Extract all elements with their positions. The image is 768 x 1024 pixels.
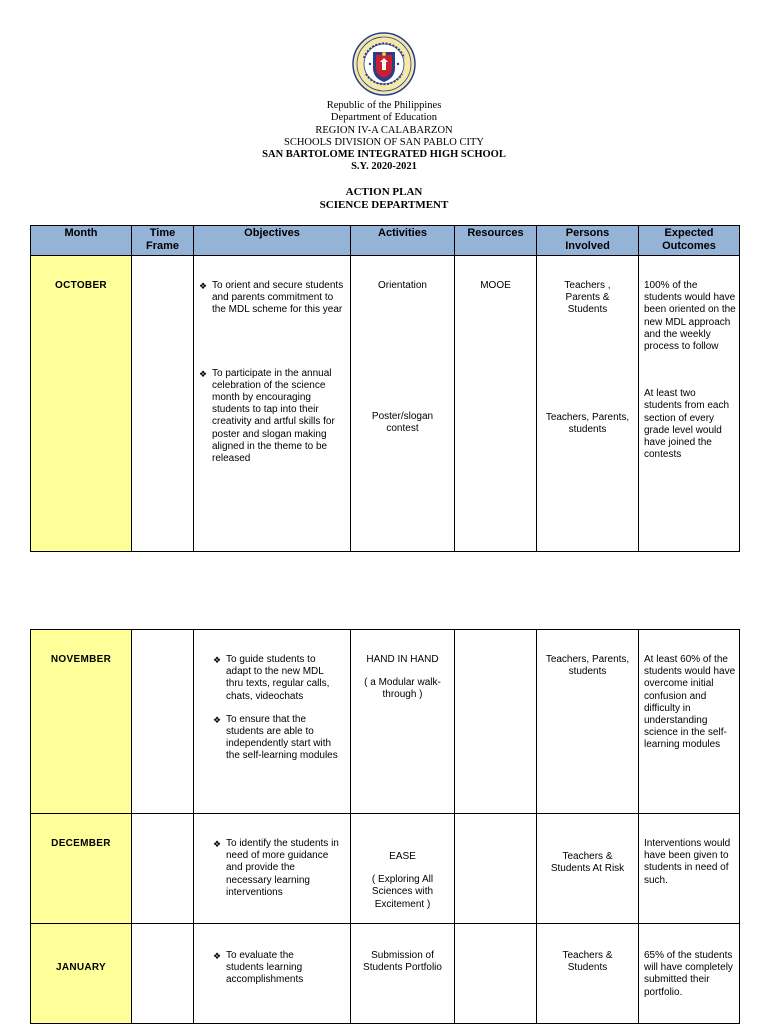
title-action-plan: ACTION PLAN: [345, 186, 423, 198]
table-header-row: [31, 226, 740, 256]
col-persons-involved: Persons Involved: [537, 226, 639, 256]
diamond-bullet-icon: ❖: [213, 839, 222, 849]
outcomes-cell: Interventions would have been given to students in need of such.: [639, 814, 740, 924]
col-month: Month: [31, 226, 132, 256]
time-frame-cell: [132, 630, 194, 814]
activities-cell: Submission of Students Portfolio: [351, 924, 455, 1024]
table-row-january: [31, 924, 740, 1024]
list-item: ❖ To guide students to adapt to the new MDL thru texts, regular calls, chats, videochats: [213, 654, 330, 702]
table-row-december: [31, 814, 740, 924]
diamond-bullet-icon: ❖: [213, 951, 222, 961]
time-frame-cell: [132, 814, 194, 924]
action-plan-table-2: [30, 629, 740, 1024]
diamond-bullet-icon: ❖: [213, 714, 222, 725]
resources-cell: MOOE: [455, 256, 537, 552]
objectives-cell: [194, 814, 351, 924]
col-time-frame: Time Frame: [132, 226, 194, 256]
persons-cell: Teachers , Parents & Students Teachers, Parents, students: [537, 256, 639, 552]
resources-cell: [455, 814, 537, 924]
persons-cell: Teachers & Students At Risk: [537, 814, 639, 924]
action-plan-table-1: [30, 225, 740, 552]
col-activities: Activities: [351, 226, 455, 256]
objectives-cell: [194, 630, 351, 814]
persons-cell: Teachers & Students: [537, 924, 639, 1024]
objectives-cell: [194, 256, 351, 552]
diamond-bullet-icon: ❖: [213, 655, 222, 665]
header-school-year: S.Y. 2020-2021: [351, 161, 417, 173]
diamond-bullet-icon: ❖: [199, 368, 208, 379]
header-region: REGION IV-A CALABARZON: [315, 124, 453, 136]
outcomes-cell: 65% of the students will have completely submitted their portfolio.: [639, 924, 740, 1024]
activities-cell: HAND IN HAND ( a Modular walk-through ): [351, 630, 455, 814]
col-resources: Resources: [455, 226, 537, 256]
list-item: ❖ To orient and secure students and parents commitment to the MDL scheme for this year: [199, 280, 344, 316]
title-department: SCIENCE DEPARTMENT: [319, 199, 449, 211]
time-frame-cell: [132, 256, 194, 552]
header-republic: Republic of the Philippines: [326, 100, 442, 111]
resources-cell: [455, 924, 537, 1024]
activities-cell: EASE ( Exploring All Sciences with Excitement ): [351, 814, 455, 924]
persons-cell: Teachers, Parents, students: [537, 630, 639, 814]
table-row-november: [31, 630, 740, 814]
col-expected-outcomes: Expected Outcomes: [639, 226, 740, 256]
month-cell-november: NOVEMBER: [31, 630, 132, 814]
deped-seal-logo: [352, 32, 416, 96]
list-item: ❖ To evaluate the students learning accomplishments: [213, 950, 304, 986]
outcomes-cell: 100% of the students would have been oriented on the new MDL approach and the weekly process to follow At least two students from each section of every grade level would have joined the contests: [639, 256, 740, 552]
month-cell-december: DECEMBER: [31, 814, 132, 924]
header-school: SAN BARTOLOME INTEGRATED HIGH SCHOOL: [262, 149, 506, 161]
table-row-october: [31, 256, 740, 552]
list-item: ❖ To participate in the annual celebration of the science month by encouraging students to tap into their creativity and artful skills for poster and slogan making aligned in the theme to be released: [199, 367, 335, 465]
activities-cell: Orientation Poster/slogan contest: [351, 256, 455, 552]
document-title: [0, 186, 768, 212]
header-division: SCHOOLS DIVISION OF SAN PABLO CITY: [283, 136, 484, 148]
month-cell-october: OCTOBER: [31, 256, 132, 552]
month-cell-january: JANUARY: [31, 924, 132, 1024]
col-objectives: Objectives: [194, 226, 351, 256]
resources-cell: [455, 630, 537, 814]
objectives-cell: [194, 924, 351, 1024]
outcomes-cell: At least 60% of the students would have overcome initial confusion and difficulty in understanding science in the self-learning modules: [639, 630, 740, 814]
header-department: Department of Education: [330, 112, 438, 124]
diamond-bullet-icon: ❖: [199, 281, 208, 291]
time-frame-cell: [132, 924, 194, 1024]
list-item: ❖ To identify the students in need of more guidance and provide the necessary learning interventions: [213, 838, 339, 898]
document-header: [0, 100, 768, 174]
list-item: ❖ To ensure that the students are able to independently start with the self-learning modules: [213, 713, 338, 762]
